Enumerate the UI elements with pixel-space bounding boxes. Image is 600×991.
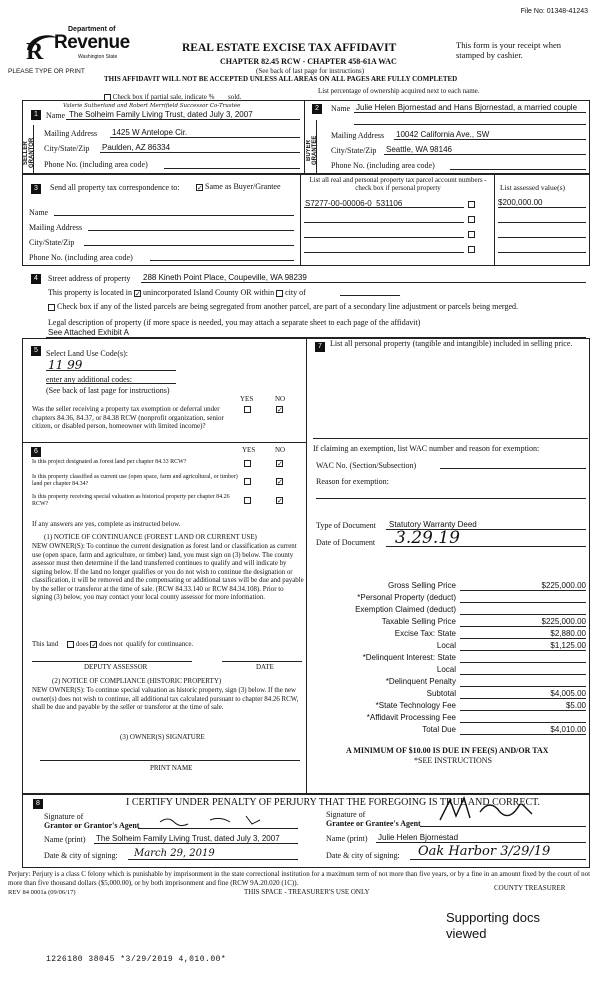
s6-q2-no-checkbox[interactable] bbox=[276, 478, 283, 485]
segregated-line: Check box if any of the listed parcels are being segregated from another parcel, are part of a secondary line adjustment or parcels being merged. bbox=[48, 302, 593, 311]
tax-row-value[interactable]: $4,005.00 bbox=[550, 689, 586, 698]
personal-property-checkbox-3[interactable] bbox=[468, 231, 475, 238]
send-correspondence-label: Send all property tax correspondence to: bbox=[50, 183, 180, 192]
receipt-note: This form is your receipt when stamped by cashier. bbox=[456, 40, 562, 60]
legal-label: Legal description of property (if more space is needed, you may attach a separate sheet to each page of the affidavit) bbox=[48, 318, 421, 327]
grantee-date-label: Date & city of signing: bbox=[326, 851, 400, 860]
seller-city-label: City/State/Zip bbox=[44, 144, 90, 153]
seller-name-value[interactable]: The Solheim Family Living Trust, dated July 3, 2007 bbox=[69, 110, 253, 119]
assessed-header: List assessed value(s) bbox=[500, 183, 565, 192]
tax-row-value[interactable]: $2,880.00 bbox=[550, 629, 586, 638]
tax-row-label: Gross Selling Price bbox=[387, 581, 456, 590]
grantor-date-value[interactable]: March 29, 2019 bbox=[134, 848, 215, 859]
perjury-notice: Perjury: Perjury is a class C felony which is punishable by imprisonment in the state correctional institution for a maximum term of not more than five years, or by a fine in an amount fixed by the court of not more than five thousand dollars ($5,000.00), or by both imprisonment and fine (RCW 9A.20.020 (1C)). bbox=[8, 870, 591, 887]
section-6-number: 6 bbox=[31, 447, 41, 457]
grantee-name-label: Name (print) bbox=[326, 834, 368, 843]
print-name-label: PRINT NAME bbox=[150, 764, 193, 772]
owner-signature-label: (3) OWNER(S) SIGNATURE bbox=[120, 733, 205, 741]
warning-line: THIS AFFIDAVIT WILL NOT BE ACCEPTED UNLESS ALL AREAS ON ALL PAGES ARE FULLY COMPLETED bbox=[104, 75, 458, 83]
buyer-city-label: City/State/Zip bbox=[331, 146, 377, 155]
s6-q1-yes-checkbox[interactable] bbox=[244, 460, 251, 467]
grantor-signature-label: Signature of Grantor or Grantor's Agent bbox=[44, 812, 140, 830]
does-not-checkbox[interactable] bbox=[90, 641, 97, 648]
tax-row-value[interactable]: $225,000.00 bbox=[541, 617, 586, 626]
land-use-label: Select Land Use Code(s): bbox=[46, 349, 128, 358]
does-checkbox[interactable] bbox=[67, 641, 74, 648]
tax-row-label: *Delinquent Penalty bbox=[385, 677, 456, 686]
tax-row-value[interactable]: $225,000.00 bbox=[541, 581, 586, 590]
sold-label: sold. bbox=[228, 93, 242, 101]
deputy-assessor-label: DEPUTY ASSESSOR bbox=[84, 663, 148, 671]
notice2-text: NEW OWNER(S): To continue special valuation as historic property, sign (3) below. If the new owner(s) does not wish to continue, all additional tax calculated pursuant to chapter 84.26 RCW, shall be due and payable by the seller or transferor at the time of sale. bbox=[32, 687, 299, 711]
grantor-date-label: Date & city of signing: bbox=[44, 851, 118, 860]
land-use-value[interactable]: 11 99 bbox=[48, 358, 83, 372]
seller-mail-label: Mailing Address bbox=[44, 129, 98, 138]
doc-type-value[interactable]: Statutory Warranty Deed bbox=[389, 520, 477, 529]
seller-phone-label: Phone No. (including area code) bbox=[44, 160, 148, 169]
located-line: This property is located in ✓ unincorporated Island County OR within city of bbox=[48, 288, 306, 297]
section-8-number: 8 bbox=[33, 799, 43, 809]
treasurer-receipt-stamp: 1226180 38045 *3/29/2019 4,010.00* bbox=[46, 955, 227, 964]
parcel-header: List all real and personal property tax parcel account numbers - check box if personal property bbox=[309, 176, 487, 192]
partial-sale-label: Check box if partial sale, indicate % bbox=[104, 93, 214, 101]
s6-if-yes: If any answers are yes, complete as instructed below. bbox=[32, 520, 181, 528]
seller-grantor-label: SELLER GRANTOR bbox=[23, 137, 35, 169]
section-2-number: 2 bbox=[312, 104, 322, 114]
rev-number: REV 84 0001a (09/06/17) bbox=[8, 889, 76, 896]
wac-label: WAC No. (Section/Subsection) bbox=[316, 461, 417, 470]
form-title: REAL ESTATE EXCISE TAX AFFIDAVIT bbox=[182, 42, 397, 54]
logo-dept: Department of bbox=[68, 26, 116, 33]
grantor-signature-mark bbox=[150, 812, 300, 828]
legal-value[interactable]: See Attached Exhibit A bbox=[48, 328, 129, 337]
seller-name-label: Name bbox=[46, 111, 66, 120]
s3-city-label: City/State/Zip bbox=[29, 238, 75, 247]
tax-row-label: *State Technology Fee bbox=[375, 701, 456, 710]
personal-property-label: List all personal property (tangible and intangible) included in selling price. bbox=[330, 339, 573, 348]
tax-row-label: Exemption Claimed (deduct) bbox=[355, 605, 456, 614]
form-subtitle: CHAPTER 82.45 RCW - CHAPTER 458-61A WAC bbox=[220, 57, 397, 66]
assessed-value[interactable]: $200,000.00 bbox=[498, 198, 543, 207]
s5-q1-yes-checkbox[interactable] bbox=[244, 406, 251, 413]
continuance-line: This land does ✓ does not qualify for continuance. bbox=[32, 640, 193, 648]
section-3-number: 3 bbox=[31, 184, 41, 194]
county-treasurer-label: COUNTY TREASURER bbox=[494, 884, 566, 892]
seller-city-value[interactable]: Paulden, AZ 86334 bbox=[102, 143, 171, 152]
section-1-number: 1 bbox=[31, 110, 41, 120]
s6-q2-yes-checkbox[interactable] bbox=[244, 478, 251, 485]
doc-date-value[interactable]: 3.29.19 bbox=[395, 528, 460, 548]
tax-row-label: Subtotal bbox=[426, 689, 456, 698]
logo-name: Revenue bbox=[54, 32, 130, 53]
personal-property-checkbox-2[interactable] bbox=[468, 216, 475, 223]
same-as-buyer: ✓ Same as Buyer/Grantee bbox=[196, 182, 281, 191]
tax-row-label: *Delinquent Interest: State bbox=[362, 653, 456, 662]
tax-row-label: Excise Tax: State bbox=[394, 629, 456, 638]
tax-row-value[interactable]: $5.00 bbox=[565, 701, 586, 710]
tax-row-label: *Personal Property (deduct) bbox=[357, 593, 456, 602]
s3-name-label: Name bbox=[29, 208, 49, 217]
segregated-checkbox[interactable] bbox=[48, 304, 55, 311]
buyer-grantee-label: BUYER GRANTEE bbox=[306, 135, 318, 165]
additional-codes-label: enter any additional codes: bbox=[46, 375, 132, 384]
doc-type-label: Type of Document bbox=[316, 521, 376, 530]
s6-q1-text: Is this project designated as forest land per chapter 84.33 RCW? bbox=[32, 459, 187, 465]
s3-phone-label: Phone No. (including area code) bbox=[29, 253, 133, 262]
buyer-city-value[interactable]: Seattle, WA 98146 bbox=[386, 145, 452, 154]
buyer-name-value[interactable]: Julie Helen Bjornestad and Hans Bjornestad, a married couple bbox=[356, 103, 578, 112]
tax-row-value[interactable]: $4,010.00 bbox=[550, 725, 586, 734]
same-as-buyer-checkbox[interactable] bbox=[196, 184, 203, 191]
buyer-name-label: Name bbox=[331, 104, 351, 113]
tax-row-label: Taxable Selling Price bbox=[381, 617, 456, 626]
street-value[interactable]: 288 Kineth Point Place, Coupeville, WA 98239 bbox=[143, 273, 307, 282]
certify-statement: I CERTIFY UNDER PENALTY OF PERJURY THAT THE FOREGOING IS TRUE AND CORRECT. bbox=[126, 797, 540, 808]
notice1-title: (1) NOTICE OF CONTINUANCE (FOREST LAND OR CURRENT USE) bbox=[44, 533, 257, 541]
notice1-text: NEW OWNER(S): To continue the current designation as forest land or classification as current use (open space, farm and agriculture, or timber) land, you must sign on (3) below. The county assessor must then determine if the land transferred continues to qualify and will indicate by signing below. If the land no longer qualifies or you do not wish to continue the designation or classification, it will be removed and the compensating or additional taxes will be due and payable by the seller or transferor at the time of sale. (RCW 84.33.140 or RCW 84.34.108). Prior to signing (3) below, you may contact your local county assessor for more information. bbox=[32, 543, 304, 601]
see-back-note: (See back of last page for instructions) bbox=[256, 67, 365, 75]
buyer-mail-label: Mailing Address bbox=[331, 131, 385, 140]
exemption-reason-label: Reason for exemption: bbox=[316, 477, 389, 486]
grantee-signature-label: Signature of Grantee or Grantee's Agent bbox=[326, 810, 421, 828]
tax-row-label: Total Due bbox=[422, 725, 456, 734]
s5-yes-header: YES bbox=[240, 395, 254, 403]
supporting-docs-stamp: Supporting docs viewed bbox=[446, 910, 540, 941]
grantor-name-label: Name (print) bbox=[44, 835, 86, 844]
s3-mail-label: Mailing Address bbox=[29, 223, 83, 232]
s6-q3-yes-checkbox[interactable] bbox=[244, 497, 251, 504]
seller-handwritten-names: Valerie Sutherland and Robert Merrifield Successor Co-Trustee bbox=[63, 103, 241, 109]
personal-property-checkbox-1[interactable] bbox=[468, 201, 475, 208]
tax-row-label: Local bbox=[436, 665, 456, 674]
s5-no-header: NO bbox=[275, 395, 286, 403]
section-5-number: 5 bbox=[31, 346, 41, 356]
s6-q3-text: Is this property receiving special valuation as historical property per chapter 84.26 RCW? bbox=[32, 494, 230, 507]
logo-state: Washington State bbox=[78, 54, 118, 60]
buyer-mail-value[interactable]: 10042 California Ave., SW bbox=[396, 130, 490, 139]
seller-mail-value[interactable]: 1425 W Antelope Cir. bbox=[112, 128, 188, 137]
s6-q1-no-checkbox[interactable] bbox=[276, 460, 283, 467]
tax-row-label: *Affidavit Processing Fee bbox=[366, 713, 456, 722]
personal-property-checkbox-4[interactable] bbox=[468, 246, 475, 253]
svg-text:R: R bbox=[26, 39, 44, 60]
minimum-due-note: A MINIMUM OF $10.00 IS DUE IN FEE(S) AND/OR TAX bbox=[346, 746, 549, 755]
exemption-label: If claiming an exemption, list WAC number and reason for exemption: bbox=[313, 444, 540, 453]
treasurer-use-only: THIS SPACE - TREASURER'S USE ONLY bbox=[244, 888, 370, 896]
deputy-date-label: DATE bbox=[256, 663, 274, 671]
grantee-name-value[interactable]: Julie Helen Bjornestad bbox=[378, 833, 459, 842]
grantee-signature-mark bbox=[430, 792, 550, 826]
section-4-number: 4 bbox=[31, 274, 41, 284]
street-label: Street address of property bbox=[48, 274, 131, 283]
tax-row-value[interactable]: $1,125.00 bbox=[550, 641, 586, 650]
s5-q1-text: Was the seller receiving a property tax exemption or deferral under chapters 84.36, 84.37, or 84.38 RCW (nonprofit organization, senior citizen, or disabled person, homeowner with limited income)? bbox=[32, 405, 224, 430]
ownership-note: List percentage of ownership acquired next to each name. bbox=[318, 87, 480, 95]
s5-q1-no-checkbox[interactable] bbox=[276, 406, 283, 413]
please-type: PLEASE TYPE OR PRINT bbox=[8, 68, 85, 75]
see-instructions: *SEE INSTRUCTIONS bbox=[414, 756, 493, 765]
file-number: File No: 01348-41243 bbox=[520, 8, 588, 15]
section-7-number: 7 bbox=[315, 342, 325, 352]
s6-yes-header: YES bbox=[242, 446, 256, 454]
city-of-checkbox[interactable] bbox=[276, 290, 283, 297]
doc-date-label: Date of Document bbox=[316, 538, 376, 547]
notice2-title: (2) NOTICE OF COMPLIANCE (HISTORIC PROPERTY) bbox=[52, 677, 222, 685]
revenue-logo bbox=[24, 26, 134, 66]
parcel-number-value[interactable]: S7277-00-00006-0_531106 bbox=[305, 199, 403, 208]
s6-q3-no-checkbox[interactable] bbox=[276, 497, 283, 504]
grantee-date-value[interactable]: Oak Harbor 3/29/19 bbox=[418, 844, 551, 859]
tax-row-label: Local bbox=[436, 641, 456, 650]
grantor-name-value[interactable]: The Solheim Family Living Trust, dated July 3, 2007 bbox=[96, 834, 280, 843]
s5-see-back: (See back of last page for instructions) bbox=[46, 386, 170, 395]
buyer-phone-label: Phone No. (including area code) bbox=[331, 161, 435, 170]
s6-no-header: NO bbox=[275, 446, 286, 454]
unincorporated-checkbox[interactable] bbox=[134, 290, 141, 297]
s6-q2-text: Is this property classified as current use (open space, farm and agricultural, or timber) land per chapter 84.34? bbox=[32, 474, 238, 487]
